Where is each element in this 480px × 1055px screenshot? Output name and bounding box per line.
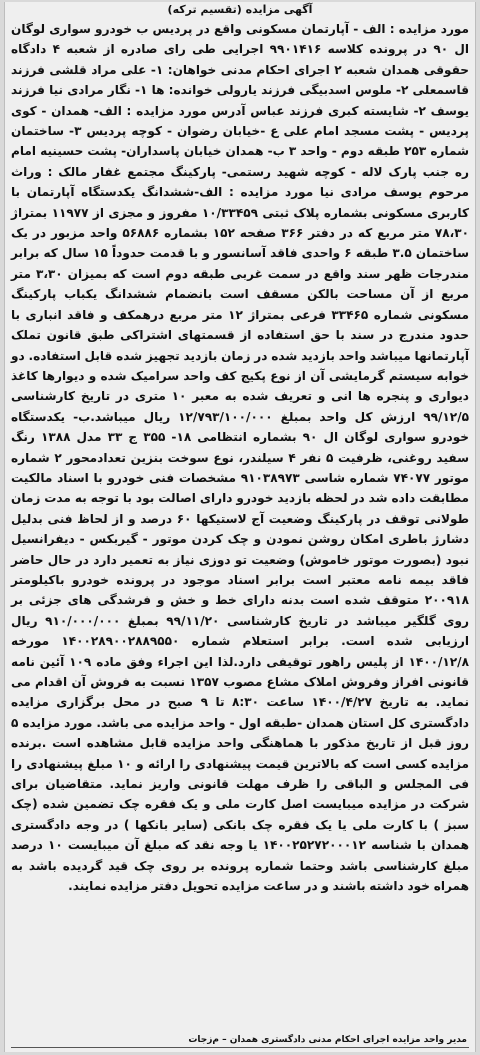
notice-footer: مدیر واحد مزایده اجرای احکام مدنی دادگستری همدان – م‌زجات: [188, 1035, 467, 1045]
notice-title: آگهی مزایده (تقسیم ترکه): [167, 3, 313, 16]
newspaper-notice-clipping: [4, 2, 476, 1052]
footer-divider: [11, 1047, 469, 1048]
notice-paragraph: مورد مزایده : الف - آپارتمان مسکونی واقع در پردیس ب خودرو سواری لوگان ال ۹۰ در پرونده کلاسه ۹۹۰۱۴۱۶ اجرایی طی رای صادره از شعبه ۴ دادگاه حقوقی همدان شعبه ۲ اجرای احکام مدنی خواهان: ۱- علی مراد قلشی فرزند قاسمعلی ۲- ملوس اسدبیگی فرزند یارولی خوانده: ها ۱- نگار مرادی نیا فرزند یوسف ۲- شایسته کبری فرزند عباس آدرس مورد مزایده : الف- همدان - کوی پردیس - پشت مسجد امام علی ع -خیابان رضوان - کوچه پردیس ۳- ساختمان شماره ۲۵۳ طبقه دوم - واحد ۳ ب- همدان خیابان پاسداران- پشت حسینیه امام ره جنب پارک لاله - کوچه شهید رستمی- پارکینگ مجتمع غفار مالک : وراث مرحوم یوسف مرادی نیا مورد مزایده : الف-ششدانگ یکدستگاه آپارتمان با کاربری مسکونی بشماره پلاک ثبتی ۱۰/۳۳۴۵۹ مفروز و مجزی از ۱۱۹۷۷ بمتراژ ۷۸،۳۰ متر مربع که در دفتر ۳۶۶ صفحه ۱۵۲ بشماره ۵۶۸۸۶ واحد مزبور در یک ساختمان ۳.۵ طبقه ۶ واحدی فاقد آسانسور و با قدمت حدوداً ۱۵ سال که برابر مندرجات ظهر سند واقع در سمت غربی طبقه دوم است که بمیزان ۳،۳۰ متر مربع از آن مساحت بالکن مسقف است بانضمام ششدانگ یکباب پارکینگ مسکونی شماره ۳۳۴۶۵ فرعی بمتراژ ۱۲ متر مربع درهمکف و فاقد انباری با حدود مندرج در سند با حق استفاده از قسمتهای اشتراکی طبق قانون تملک آپارتمانها میباشد واحد بازدید شده در زمان بازدید تجهیز شده قابل استفاده. دو خوابه سیستم گرمایشی آن از نوع پکیج کف واحد سرامیک شده و دیوارها کاغذ دیواری و پنجره ها انی و تعریف شده به معبر ۱۰ متری در تاریخ کارشناسی ۹۹/۱۲/۵ ارزش کل واحد بمبلغ ۱۲/۷۹۳/۱۰۰/۰۰۰ ریال میباشد.ب- یکدستگاه خودرو سواری لوگان ال ۹۰ بشماره انتظامی ۱۸- ۳۵۵ ج ۳۳ مدل ۱۳۸۸ رنگ سفید روغنی، ظرفیت ۵ نفر ۴ سیلندر، نوع سوخت بنزین تعدادمحور ۲ شماره موتور ۷۴۰۷۷ شماره شاسی ۹۱۰۳۸۹۷۳ مشخصات فنی خودرو با اسناد مالکیت مطابقت داده شد در لحظه بازدید خودرو دارای اصالت بود با توجه به مدت زمان طولانی توقف در پارکینگ وضعیت آج لاستیکها ۶۰ درصد و از لحاظ فنی بدلیل دشارژ باطری امکان روشن نمودن و چک کردن موتور - گیربکس - دیفرانسیل نبود (بصورت موتور خاموش) وضعیت تو دوزی نیاز به تعمیر دارد در حال حاضر فاقد بیمه نامه معتبر است برابر اسناد موجود در پرونده خودرو باکیلومتر ۲۰۰۹۱۸ متوقف شده است بدنه دارای خط و خش و فرشدگی های جزئی بر روی گلگیر میباشد در تاریخ کارشناسی ۹۹/۱۱/۲۰ بمبلغ ۹۱۰/۰۰۰/۰۰۰ ریال ارزیابی شده است. برابر استعلام شماره ۱۴۰۰۲۸۹۰۰۲۸۸۹۵۵۰ مورخه ۱۴۰۰/۱۲/۸ از پلیس راهور توقیفی دارد.لذا این اجراء وفق ماده ۱۰۹ آئین نامه قانونی افراز وفروش املاک مشاع مصوب ۱۳۵۷ نسبت به فروش آن اقدام می نماید. به تاریخ ۱۴۰۰/۴/۲۷ ساعت ۸:۳۰ تا ۹ صبح در محل برگزاری مزایده دادگستری کل استان همدان -طبقه اول - واحد مزایده می باشد. مورد مزایده ۵ روز قبل از تاریخ مذکور با هماهنگی واحد مزایده قابل مشاهده است .برنده مزایده کسی است که بالاترین قیمت پیشنهادی را ارائه و ۱۰ مبلغ پیشنهادی را فی المجلس و الباقی را ظرف مهلت قانونی واریز نماید. متقاضیان برای شرکت در مزایده میبایست اصل کارت ملی و یک فقره چک تضمین شده (چک سبز ) با کارت ملی یا یک فقره چک بانکی (سایر بانکها ) در وجه دادگستری همدان با شناسه ۱۴۰۰۲۵۲۷۲۰۰۰۱۲ یا وجه نقد که مبلغ آن میبایست ۱۰ درصد مبلغ کارشناسی باشد وحتما شماره پرونده بر روی چک قید گردیده باشد به همراه خود داشته باشند و در ساعت مزایده تحویل دفتر مزایده نمایند.: [11, 22, 470, 894]
notice-body: [11, 19, 469, 896]
